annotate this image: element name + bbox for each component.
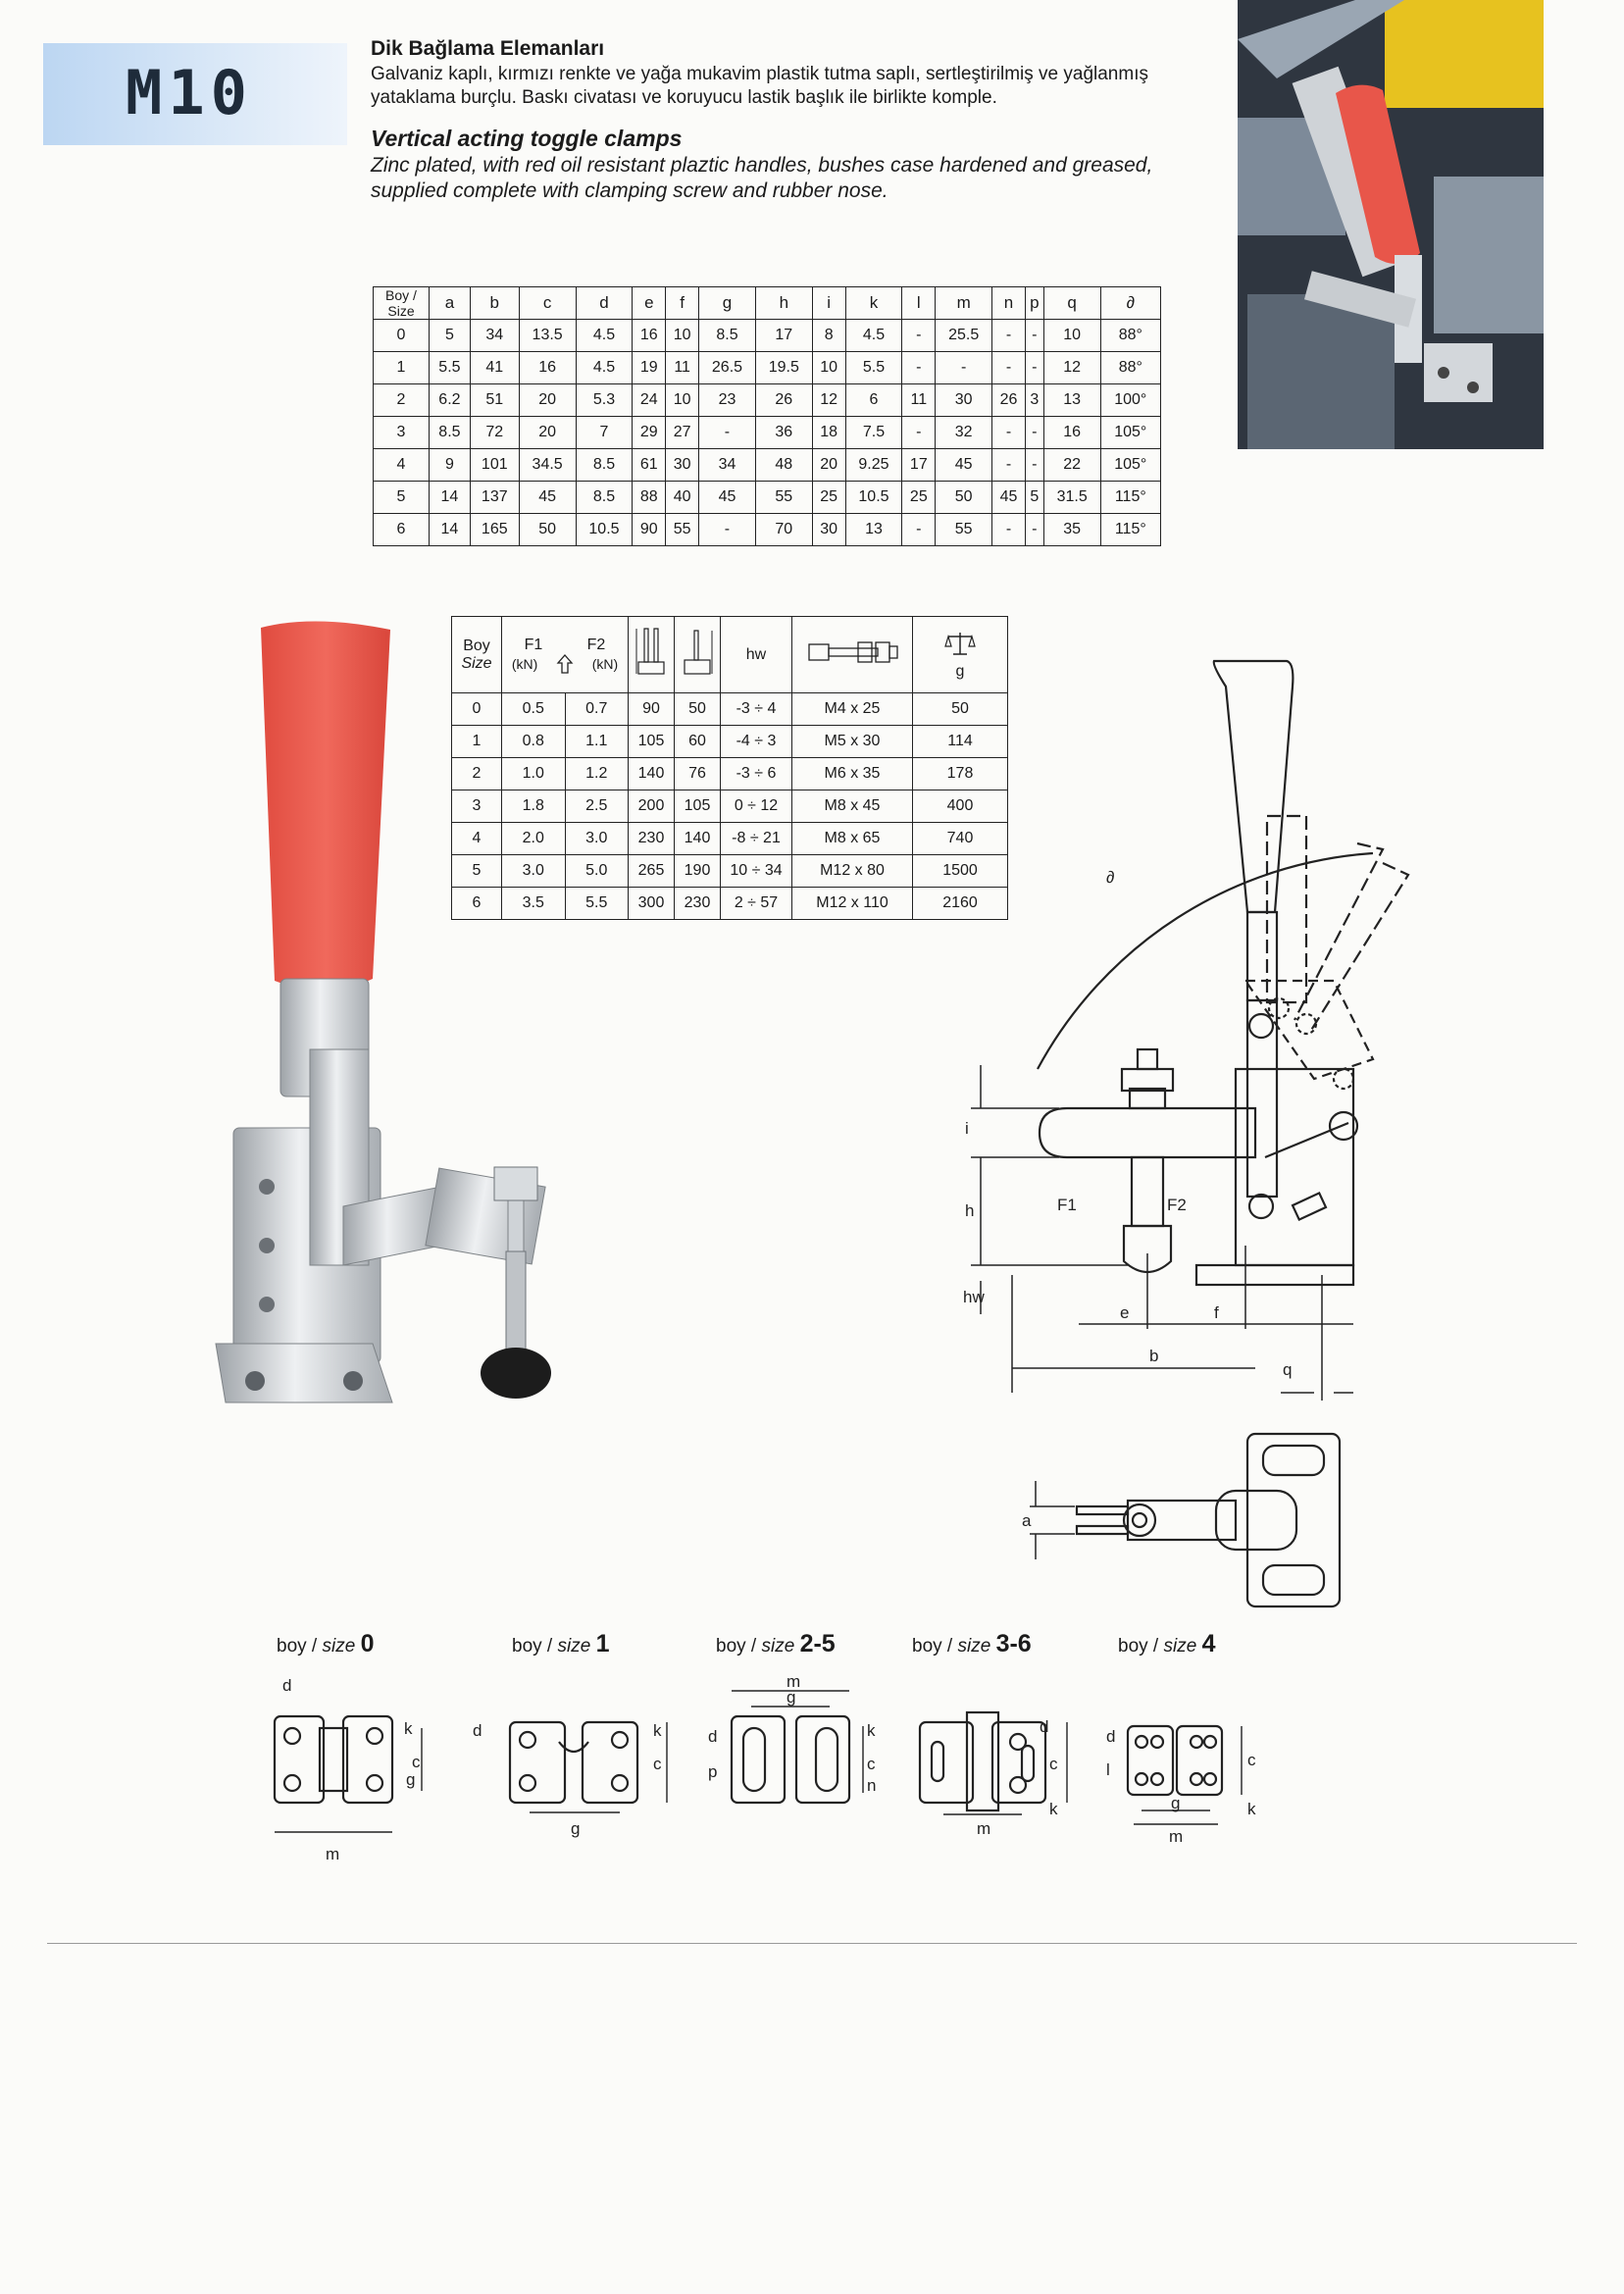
perf-weight-unit: g	[955, 663, 965, 680]
dimensions-cell: 72	[470, 417, 519, 449]
base3-label-k: k	[1049, 1800, 1058, 1818]
handle-closed-height-icon	[681, 627, 714, 678]
dimensions-cell: -	[936, 352, 992, 384]
footer-divider	[47, 1943, 1577, 1944]
performance-cell: 200	[629, 790, 675, 823]
dimensions-cell: 88°	[1100, 320, 1160, 352]
performance-cell: M8 x 65	[792, 823, 913, 855]
dimensions-row	[374, 384, 1161, 417]
dimensions-cell: 10	[1043, 320, 1100, 352]
col-h: h	[755, 287, 812, 320]
size-3-6-word: boy	[912, 1636, 942, 1657]
dimensions-cell: 35	[1043, 514, 1100, 546]
performance-cell: 2.5	[565, 790, 629, 823]
dimensions-cell: -	[992, 352, 1026, 384]
dimensions-cell: 19.5	[755, 352, 812, 384]
dimensions-cell: -	[992, 514, 1026, 546]
top-view-drawing	[1020, 1422, 1383, 1618]
dimensions-cell: 20	[519, 417, 576, 449]
col-g: g	[699, 287, 756, 320]
dimensions-cell: 24	[633, 384, 666, 417]
col-a: a	[430, 287, 471, 320]
performance-cell: 265	[629, 855, 675, 888]
performance-size-cell: 2	[452, 758, 502, 790]
col-q: q	[1043, 287, 1100, 320]
base0-label-d: d	[282, 1676, 292, 1695]
performance-cell: 140	[675, 823, 721, 855]
performance-cell: 400	[913, 790, 1008, 823]
description-english: Zinc plated, with red oil resistant plaztic handles, bushes case hardened and greased, supplied complete with clamping screw and rubber nose.	[371, 154, 1153, 202]
dimensions-cell: -	[992, 320, 1026, 352]
dimensions-cell: 51	[470, 384, 519, 417]
performance-cell: -3 ÷ 4	[721, 693, 792, 726]
dimensions-cell: 22	[1043, 449, 1100, 482]
performance-cell: 5.0	[565, 855, 629, 888]
dimensions-cell: 88°	[1100, 352, 1160, 384]
application-photo-art	[1238, 0, 1544, 449]
perf-col-screw	[792, 617, 913, 693]
performance-cell: 10 ÷ 34	[721, 855, 792, 888]
base4-label-g: g	[1171, 1794, 1181, 1812]
dimensions-cell: 8.5	[699, 320, 756, 352]
base4-label-d: d	[1106, 1727, 1116, 1746]
performance-size-cell: 5	[452, 855, 502, 888]
dimensions-cell: 100°	[1100, 384, 1160, 417]
size-0-word: boy	[277, 1636, 307, 1657]
col-f: f	[666, 287, 699, 320]
dimensions-cell: 45	[519, 482, 576, 514]
dimensions-cell: 3	[1025, 384, 1043, 417]
dimensions-cell: 90	[633, 514, 666, 546]
base-view-size-2-5-label: boy / size 2-5	[716, 1630, 836, 1657]
dimensions-cell: 20	[812, 449, 845, 482]
base-view-size-4-label: boy / size 4	[1118, 1630, 1216, 1657]
dimensions-row	[374, 482, 1161, 514]
performance-cell: 0.5	[502, 693, 566, 726]
dimensions-cell: 16	[633, 320, 666, 352]
dimensions-cell: 40	[666, 482, 699, 514]
dimensions-cell: -	[699, 514, 756, 546]
dimensions-cell: -	[902, 352, 936, 384]
dimensions-cell: 5	[430, 320, 471, 352]
dimensions-cell: 26.5	[699, 352, 756, 384]
dimensions-row	[374, 449, 1161, 482]
performance-cell: 3.5	[502, 888, 566, 920]
dimensions-cell: 61	[633, 449, 666, 482]
dimensions-cell: 13	[1043, 384, 1100, 417]
handle-outline	[1214, 661, 1294, 912]
dimensions-size-cell: 0	[374, 320, 430, 352]
application-photo	[1238, 0, 1544, 449]
dimensions-cell: 13.5	[519, 320, 576, 352]
performance-cell: 114	[913, 726, 1008, 758]
product-code: M10	[126, 57, 253, 128]
col-k: k	[845, 287, 902, 320]
perf-kn1: (kN)	[511, 655, 538, 672]
dimensions-cell: 4.5	[576, 320, 633, 352]
dimensions-row	[374, 320, 1161, 352]
performance-cell: 3.0	[502, 855, 566, 888]
dimensions-cell: 5.5	[845, 352, 902, 384]
size-0-value: 0	[360, 1630, 375, 1657]
dimensions-cell: 165	[470, 514, 519, 546]
dimensions-size-cell: 1	[374, 352, 430, 384]
base-view-size-1-label: boy / size 1	[512, 1630, 610, 1657]
dimensions-cell: 5	[1025, 482, 1043, 514]
dimensions-size-cell: 4	[374, 449, 430, 482]
base2-label-k: k	[867, 1721, 876, 1740]
dimensions-cell: 12	[1043, 352, 1100, 384]
base-view-size-3-6-label: boy / size 3-6	[912, 1630, 1032, 1657]
dimensions-size-cell: 2	[374, 384, 430, 417]
dimensions-cell: 4.5	[576, 352, 633, 384]
dimensions-cell: 17	[902, 449, 936, 482]
performance-cell: 50	[675, 693, 721, 726]
label-a: a	[1022, 1511, 1032, 1530]
size-1-value: 1	[595, 1630, 610, 1657]
base0-label-c: c	[412, 1753, 421, 1771]
dimensions-cell: 30	[812, 514, 845, 546]
base4-label-m: m	[1169, 1827, 1184, 1846]
dimensions-cell: 6	[845, 384, 902, 417]
dimensions-cell: 55	[936, 514, 992, 546]
performance-cell: M5 x 30	[792, 726, 913, 758]
dimensions-cell: 14	[430, 482, 471, 514]
clamping-screw-icon	[803, 633, 901, 672]
label-h: h	[965, 1201, 975, 1220]
dimensions-cell: 13	[845, 514, 902, 546]
base2-label-p: p	[708, 1762, 718, 1781]
dimensions-cell: 26	[755, 384, 812, 417]
base1-label-d: d	[473, 1721, 482, 1740]
dimensions-cell: 105°	[1100, 417, 1160, 449]
size-1-en: size	[557, 1636, 591, 1657]
perf-col-handle-closed	[675, 617, 721, 693]
performance-cell: 2.0	[502, 823, 566, 855]
dimensions-cell: -	[1025, 449, 1043, 482]
performance-cell: 0.8	[502, 726, 566, 758]
dimensions-cell: 10	[666, 320, 699, 352]
dimensions-cell: 8	[812, 320, 845, 352]
performance-cell: -4 ÷ 3	[721, 726, 792, 758]
performance-cell: 76	[675, 758, 721, 790]
base3-label-d: d	[1040, 1717, 1049, 1736]
performance-cell: 740	[913, 823, 1008, 855]
dimensions-cell: -	[902, 417, 936, 449]
dimensions-cell: -	[902, 514, 936, 546]
dimensions-cell: -	[992, 417, 1026, 449]
dimensions-cell: 19	[633, 352, 666, 384]
label-f2: F2	[1167, 1196, 1187, 1214]
performance-cell: 3.0	[565, 823, 629, 855]
performance-cell: M12 x 110	[792, 888, 913, 920]
label-f1: F1	[1057, 1196, 1077, 1214]
size-1-word: boy	[512, 1636, 542, 1657]
dimensions-cell: 8.5	[576, 482, 633, 514]
base2-label-g: g	[787, 1688, 796, 1707]
performance-cell: M6 x 35	[792, 758, 913, 790]
dimensions-cell: -	[699, 417, 756, 449]
description-turkish: Galvaniz kaplı, kırmızı renkte ve yağa mukavim plastik tutma saplı, sertleştirilmiş ve yağlanmış yataklama burçlu. Baskı civatası ve koruyucu lastik başlık ile birlikte komple.	[371, 64, 1148, 108]
performance-cell: 60	[675, 726, 721, 758]
col-d: d	[576, 287, 633, 320]
dimensions-cell: 14	[430, 514, 471, 546]
title-english: Vertical acting toggle clamps	[371, 126, 683, 151]
size-3-6-en: size	[957, 1636, 991, 1657]
size-4-word: boy	[1118, 1636, 1148, 1657]
performance-size-cell: 4	[452, 823, 502, 855]
base1-label-c: c	[653, 1755, 662, 1773]
dimensions-cell: 101	[470, 449, 519, 482]
size-4-en: size	[1163, 1636, 1197, 1657]
label-i: i	[965, 1119, 969, 1138]
perf-size-tr: Boy	[463, 637, 490, 654]
dimensions-table	[373, 286, 1161, 546]
dimensions-cell: 34	[699, 449, 756, 482]
performance-cell: M8 x 45	[792, 790, 913, 823]
dimensions-cell: 32	[936, 417, 992, 449]
performance-cell: 2160	[913, 888, 1008, 920]
dimensions-cell: 26	[992, 384, 1026, 417]
dimensions-row	[374, 417, 1161, 449]
label-e: e	[1120, 1303, 1130, 1322]
dimensions-cell: 45	[936, 449, 992, 482]
dimensions-cell: 31.5	[1043, 482, 1100, 514]
base4-label-l: l	[1106, 1760, 1110, 1779]
dimensions-cell: -	[1025, 352, 1043, 384]
dimensions-cell: 7	[576, 417, 633, 449]
dimensions-cell: 55	[755, 482, 812, 514]
col-b: b	[470, 287, 519, 320]
dimensions-cell: -	[1025, 320, 1043, 352]
col-c: c	[519, 287, 576, 320]
col-angle: ∂	[1100, 287, 1160, 320]
product-illustration	[196, 618, 647, 1432]
size-2-5-value: 2-5	[799, 1630, 836, 1657]
performance-cell: 2 ÷ 57	[721, 888, 792, 920]
dimensions-cell: 5.3	[576, 384, 633, 417]
dimensions-cell: -	[992, 449, 1026, 482]
dimensions-header-row	[374, 287, 1161, 320]
col-l: l	[902, 287, 936, 320]
dimensions-cell: 50	[936, 482, 992, 514]
dimensions-cell: 10	[666, 384, 699, 417]
size-0-en: size	[322, 1636, 356, 1657]
dimensions-cell: 34	[470, 320, 519, 352]
performance-cell: 300	[629, 888, 675, 920]
base3-label-c: c	[1049, 1755, 1058, 1773]
dimensions-size-cell: 5	[374, 482, 430, 514]
base0-label-k: k	[404, 1719, 413, 1738]
base4-label-k: k	[1247, 1800, 1256, 1818]
dimensions-cell: 6.2	[430, 384, 471, 417]
base1-label-k: k	[653, 1721, 662, 1740]
base-view-size-0-label: boy / size 0	[277, 1630, 375, 1657]
dimensions-cell: 10.5	[576, 514, 633, 546]
dimensions-cell: 55	[666, 514, 699, 546]
dimensions-cell: 25	[902, 482, 936, 514]
dimensions-cell: -	[1025, 417, 1043, 449]
col-e: e	[633, 287, 666, 320]
performance-cell: 1.0	[502, 758, 566, 790]
label-f: f	[1214, 1303, 1219, 1322]
base0-label-m: m	[326, 1845, 340, 1863]
dimensions-cell: 30	[936, 384, 992, 417]
performance-size-cell: 6	[452, 888, 502, 920]
dimensions-cell: 115°	[1100, 482, 1160, 514]
dimensions-cell: 25.5	[936, 320, 992, 352]
dimensions-row	[374, 352, 1161, 384]
dimensions-cell: 27	[666, 417, 699, 449]
base-plate-views	[265, 1667, 1275, 1873]
performance-cell: 230	[675, 888, 721, 920]
col-m: m	[936, 287, 992, 320]
dimensions-cell: 45	[699, 482, 756, 514]
dimensions-cell: 29	[633, 417, 666, 449]
performance-cell: 105	[675, 790, 721, 823]
dimensions-cell: 41	[470, 352, 519, 384]
performance-cell: 0 ÷ 12	[721, 790, 792, 823]
size-2-5-en: size	[761, 1636, 795, 1657]
dimensions-cell: 16	[1043, 417, 1100, 449]
size-2-5-word: boy	[716, 1636, 746, 1657]
rubber-nose	[481, 1348, 551, 1399]
dimensions-cell: 50	[519, 514, 576, 546]
performance-cell: 0.7	[565, 693, 629, 726]
performance-cell: 90	[629, 693, 675, 726]
dimensions-cell: 4.5	[845, 320, 902, 352]
dimensions-cell: 9	[430, 449, 471, 482]
performance-cell: 5.5	[565, 888, 629, 920]
base1-label-g: g	[571, 1819, 581, 1838]
dimensions-cell: 48	[755, 449, 812, 482]
performance-cell: -3 ÷ 6	[721, 758, 792, 790]
dimensions-size-cell: 3	[374, 417, 430, 449]
col-p: p	[1025, 287, 1043, 320]
col-size: Boy / Size	[374, 287, 430, 320]
dimensions-cell: 9.25	[845, 449, 902, 482]
performance-cell: 178	[913, 758, 1008, 790]
label-hw: hw	[963, 1288, 985, 1306]
dimensions-cell: 10.5	[845, 482, 902, 514]
performance-cell: 190	[675, 855, 721, 888]
size-4-value: 4	[1201, 1630, 1216, 1657]
performance-cell: 1.8	[502, 790, 566, 823]
dimensions-cell: 30	[666, 449, 699, 482]
base2-label-n: n	[867, 1776, 877, 1795]
dimensions-cell: 23	[699, 384, 756, 417]
dimensions-cell: 11	[902, 384, 936, 417]
dimensions-cell: 36	[755, 417, 812, 449]
col-n: n	[992, 287, 1026, 320]
base4-label-c: c	[1247, 1751, 1256, 1769]
size-3-6-value: 3-6	[995, 1630, 1032, 1657]
performance-cell: 50	[913, 693, 1008, 726]
title-turkish: Dik Bağlama Elemanları	[371, 37, 605, 60]
base2-label-m: m	[787, 1672, 801, 1691]
base2-label-d: d	[708, 1727, 718, 1746]
dimensions-cell: -	[1025, 514, 1043, 546]
dimensions-cell: 12	[812, 384, 845, 417]
dimensions-cell: 45	[992, 482, 1026, 514]
base3-label-m: m	[977, 1819, 991, 1838]
perf-kn2: (kN)	[591, 655, 619, 672]
label-q: q	[1283, 1360, 1293, 1379]
performance-cell: M12 x 80	[792, 855, 913, 888]
performance-cell: 105	[629, 726, 675, 758]
dimensions-cell: 16	[519, 352, 576, 384]
dimensions-body	[374, 320, 1161, 546]
label-b: b	[1149, 1347, 1159, 1365]
perf-size-en: Size	[461, 654, 492, 672]
dimensions-cell: 5.5	[430, 352, 471, 384]
col-i: i	[812, 287, 845, 320]
dimensions-cell: 105°	[1100, 449, 1160, 482]
dimensions-size-cell: 6	[374, 514, 430, 546]
dimensions-cell: 88	[633, 482, 666, 514]
dimensions-cell: 8.5	[430, 417, 471, 449]
dimensions-cell: 7.5	[845, 417, 902, 449]
dimensions-cell: 11	[666, 352, 699, 384]
perf-col-hw: hw	[721, 617, 792, 693]
perf-f1-label: F1	[524, 636, 543, 653]
dimensions-cell: 137	[470, 482, 519, 514]
performance-size-cell: 1	[452, 726, 502, 758]
performance-size-cell: 3	[452, 790, 502, 823]
dimensions-cell: 115°	[1100, 514, 1160, 546]
base0-label-g: g	[406, 1770, 416, 1789]
performance-cell: 1.1	[565, 726, 629, 758]
performance-size-cell: 0	[452, 693, 502, 726]
perf-f2-label: F2	[586, 636, 606, 653]
dimensions-cell: 10	[812, 352, 845, 384]
dimensions-cell: 25	[812, 482, 845, 514]
label-angle: ∂	[1106, 868, 1115, 887]
dimensions-row	[374, 514, 1161, 546]
dimensions-cell: -	[902, 320, 936, 352]
side-view-drawing	[961, 647, 1569, 1393]
performance-cell: M4 x 25	[792, 693, 913, 726]
dimensions-cell: 8.5	[576, 449, 633, 482]
dimensions-cell: 17	[755, 320, 812, 352]
dimensions-cell: 20	[519, 384, 576, 417]
dimensions-cell: 70	[755, 514, 812, 546]
base2-label-c: c	[867, 1755, 876, 1773]
performance-cell: 230	[629, 823, 675, 855]
dimensions-cell: 34.5	[519, 449, 576, 482]
performance-cell: 1500	[913, 855, 1008, 888]
red-handle	[261, 621, 390, 990]
performance-cell: 1.2	[565, 758, 629, 790]
dimensions-cell: 18	[812, 417, 845, 449]
performance-cell: 140	[629, 758, 675, 790]
performance-cell: -8 ÷ 21	[721, 823, 792, 855]
